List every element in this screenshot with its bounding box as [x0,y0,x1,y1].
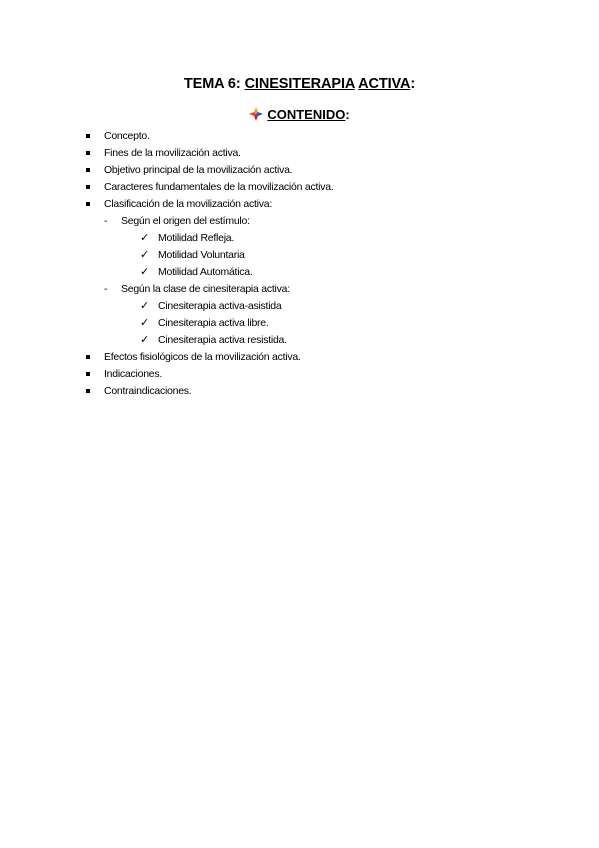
title-word-activa: ACTIVA [358,76,411,92]
check-item: ✓ Motilidad Automática. [0,264,599,281]
square-bullet-icon [86,355,90,359]
square-bullet-icon [86,202,90,206]
sublist-item: - Según la clase de cinesiterapia activa: [0,281,599,298]
checkmark-icon: ✓ [140,232,149,244]
section-heading [0,107,599,122]
list-item: Efectos fisiológicos de la movilización activa. [0,349,599,366]
square-bullet-icon [86,185,90,189]
section-label: CONTENIDO [267,107,346,122]
square-bullet-icon [86,151,90,155]
list-item: Fines de la movilización activa. [0,145,599,162]
list-item: Clasificación de la movilización activa: [0,196,599,213]
checkmark-icon: ✓ [140,249,149,261]
list-item: Contraindicaciones. [0,383,599,400]
check-item: ✓ Cinesiterapia activa resistida. [0,332,599,349]
content-list [0,128,599,400]
square-bullet-icon [86,372,90,376]
square-bullet-icon [86,134,90,138]
list-item: Objetivo principal de la movilización activa. [0,162,599,179]
check-item: ✓ Motilidad Voluntaria [0,247,599,264]
page-title [0,76,599,92]
list-item: Caracteres fundamentales de la movilización activa. [0,179,599,196]
checkmark-icon: ✓ [140,317,149,329]
checkmark-icon: ✓ [140,334,149,346]
square-bullet-icon [86,168,90,172]
list-item: Indicaciones. [0,366,599,383]
section-suffix: : [345,107,350,122]
checkmark-icon: ✓ [140,300,149,312]
check-item: ✓ Cinesiterapia activa libre. [0,315,599,332]
title-word-cinesiterapia: CINESITERAPIA [244,76,355,92]
dash-bullet: - [104,283,108,295]
list-item: Concepto. [0,128,599,145]
check-item: ✓ Cinesiterapia activa-asistida [0,298,599,315]
title-prefix: TEMA 6: [183,76,241,92]
sublist-item: - Según el origen del estímulo: [0,213,599,230]
check-item: ✓ Motilidad Refleja. [0,230,599,247]
diamond-arrow-icon [249,107,263,121]
title-suffix: : [410,76,416,92]
dash-bullet: - [104,215,108,227]
checkmark-icon: ✓ [140,266,149,278]
square-bullet-icon [86,389,90,393]
